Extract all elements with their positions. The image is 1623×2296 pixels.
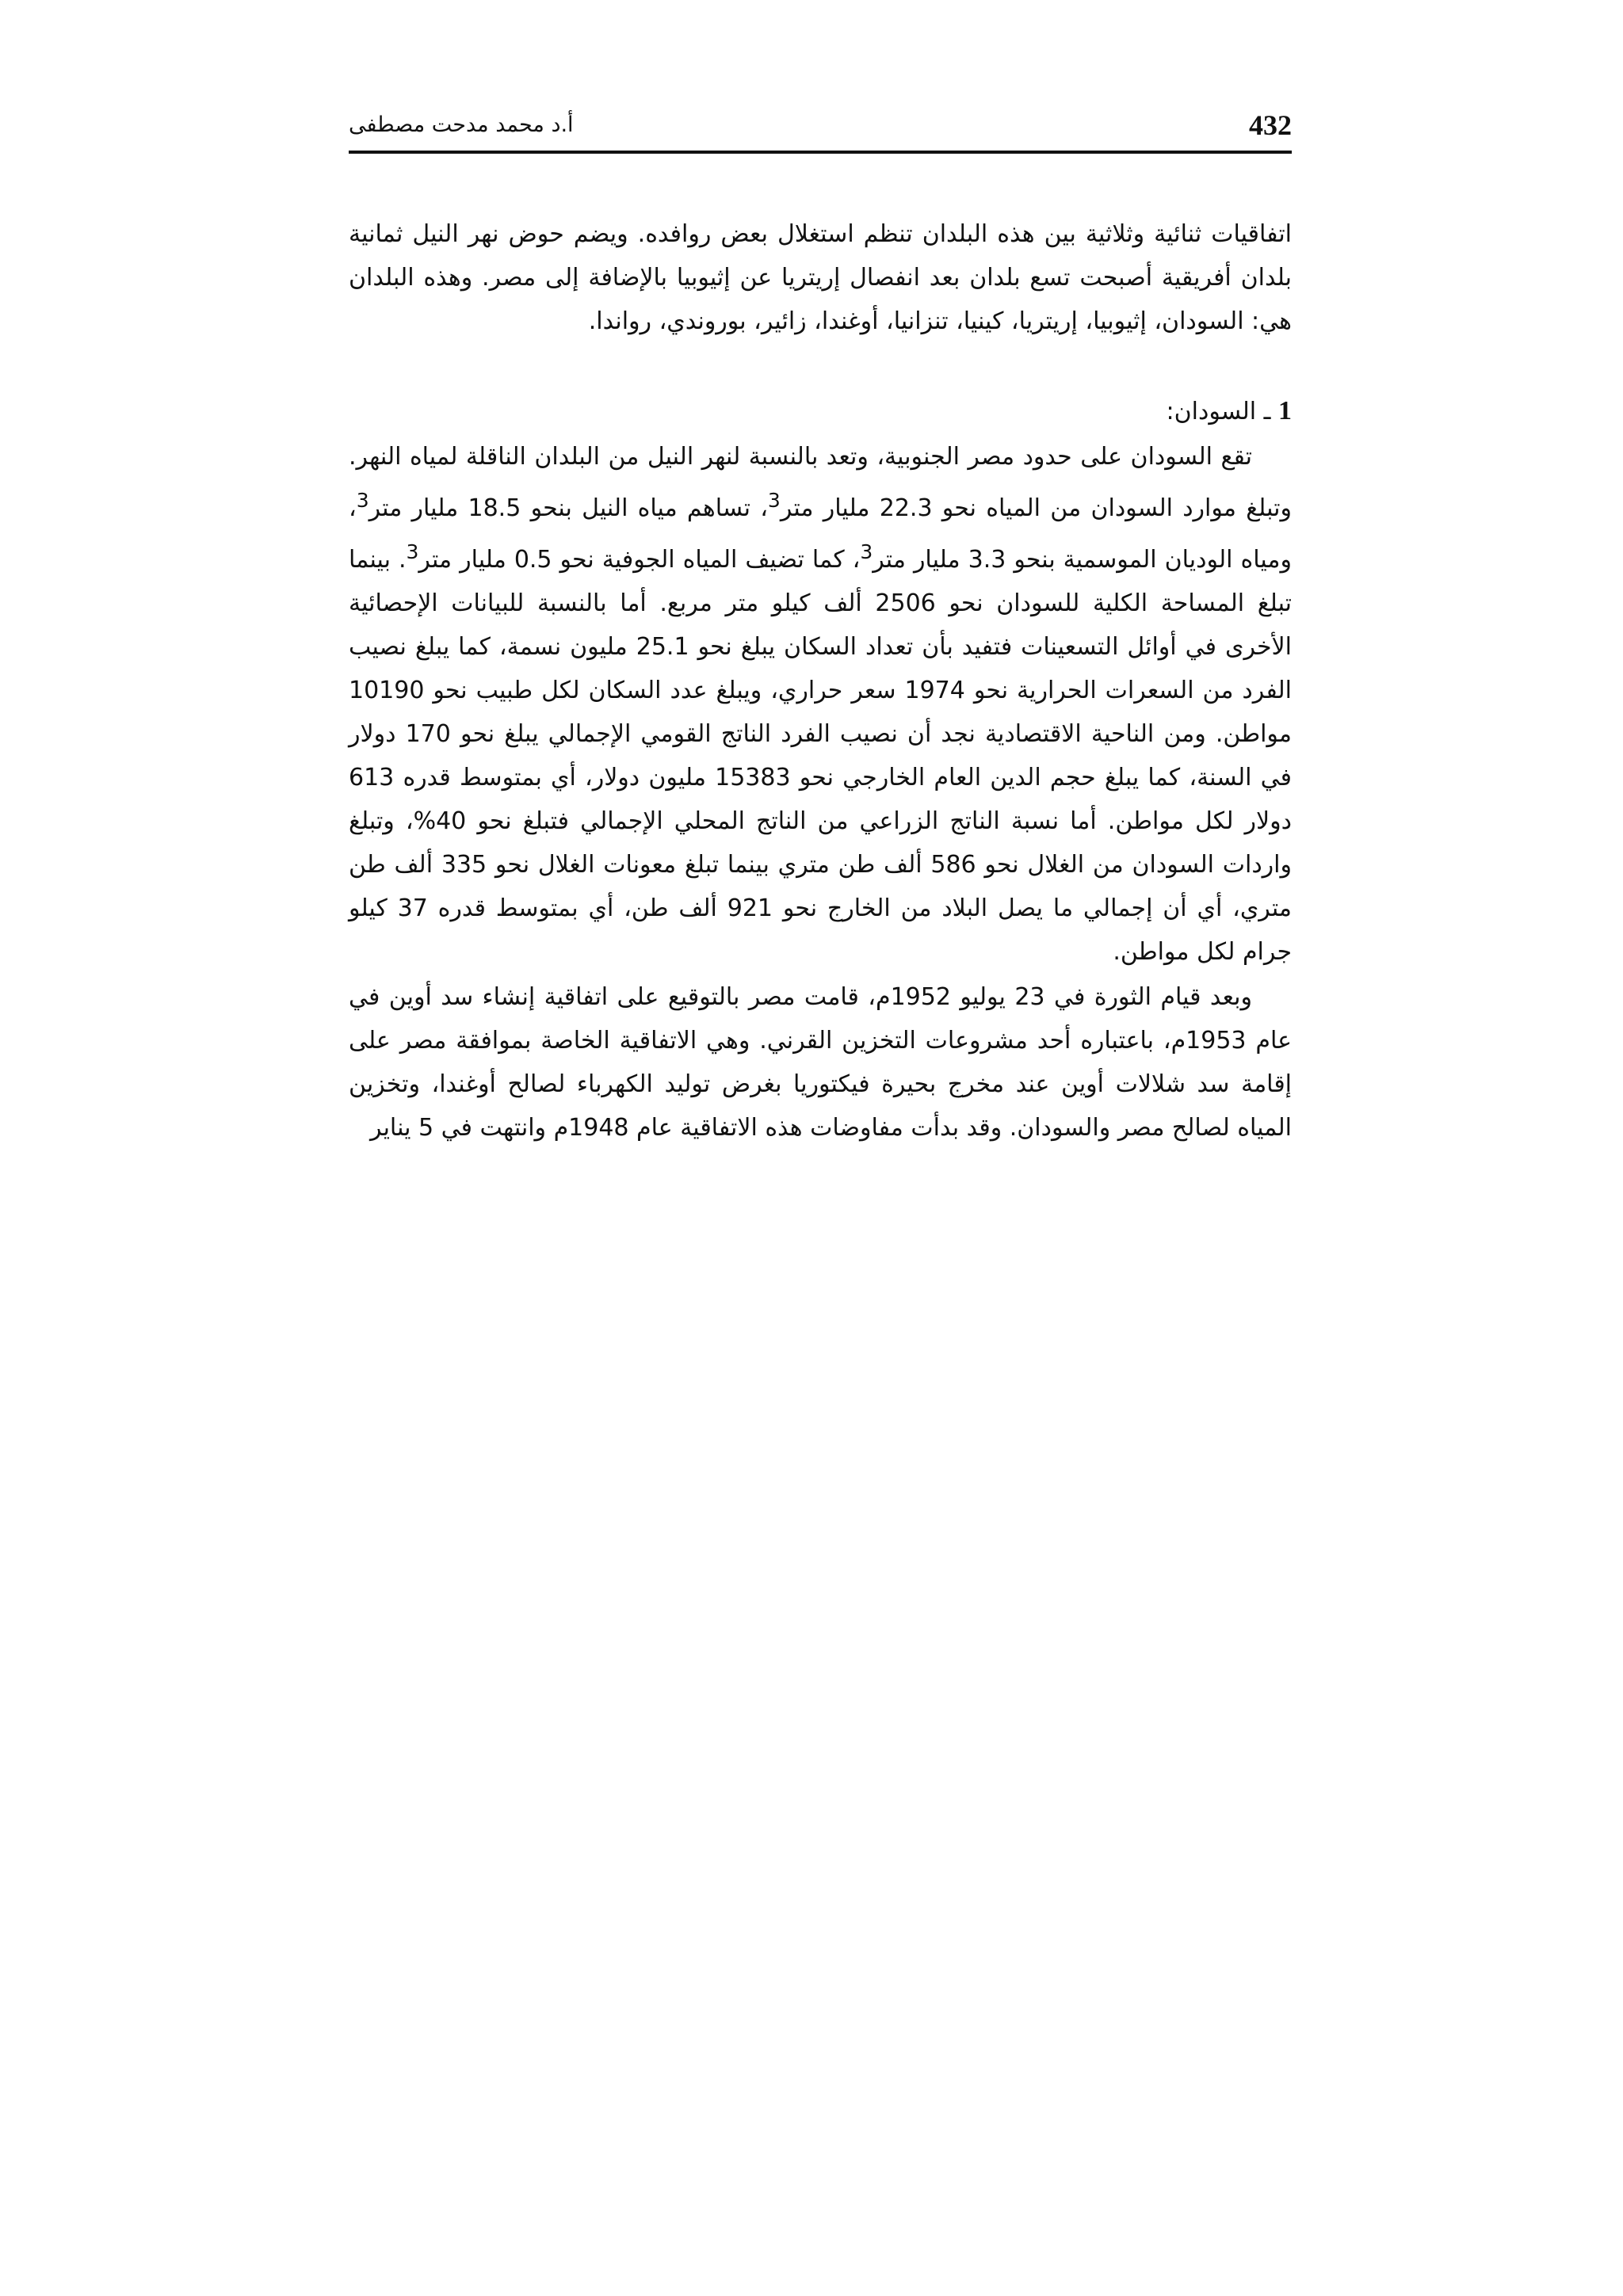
section-title: السودان: <box>1166 398 1257 425</box>
paragraph-sudan-statistics <box>349 435 1292 974</box>
header-rule <box>349 151 1292 154</box>
paragraph-text-part: ، ومياه الوديان الموسمية بنحو 3.3 مليار متر <box>349 494 1292 574</box>
section-heading <box>349 389 1292 433</box>
paragraph-text-part: ، تساهم مياه النيل بنحو 18.5 مليار متر <box>369 494 768 522</box>
paragraph-text-part: تقع السودان على حدود مصر الجنوبية، وتعد بالنسبة لنهر النيل من البلدان الناقلة لمياه النهر. وتبلغ موارد السودان من المياه نحو 22.3 مليار متر <box>349 443 1292 522</box>
cubic-superscript: 3 <box>767 489 781 512</box>
paragraph-text-part: . بينما تبلغ المساحة الكلية للسودان نحو 2506 ألف كيلو متر مربع. أما بالنسبة للبيانات الإحصائية الأخرى في أوائل التسعينات فتفيد بأن تعداد السكان يبلغ نحو 25.1 مليون نسمة، كما يبلغ نصيب الفرد من السعرات الحرارية نحو 1974 سعر حراري، ويبلغ عدد السكان لكل طبيب نحو 10190 مواطن. ومن الناحية الاقتصادية نجد أن نصيب الفرد الناتج القومي الإجمالي يبلغ نحو 170 دولار في السنة، كما يبلغ حجم الدين العام الخارجي نحو 15383 مليون دولار، أي بمتوسط قدره 613 دولار لكل مواطن. أما نسبة الناتج الزراعي من الناتج المحلي الإجمالي فتبلغ نحو 40%، وتبلغ واردات السودان من الغلال نحو 586 ألف طن متري بينما تبلغ معونات الغلال نحو 335 ألف طن متري، أي أن إجمالي ما يصل البلاد من الخارج نحو 921 ألف طن، أي بمتوسط قدره 37 كيلو جرام لكل مواطن. <box>349 546 1293 966</box>
page-header <box>349 101 1292 149</box>
section-number: 1 <box>1278 396 1292 425</box>
cubic-superscript: 3 <box>860 540 873 563</box>
paragraph-owen-dam: وبعد قيام الثورة في 23 يوليو 1952م، قامت مصر بالتوقيع على اتفاقية إنشاء سد أوين في عام 1953م، باعتباره أحد مشروعات التخزين القرني. وهي الاتفاقية الخاصة بموافقة مصر على إقامة سد شلالات أوين عند مخرج بحيرة فيكتوريا بغرض توليد الكهرباء لصالح أوغندا، وتخزين المياه لصالح مصر والسودان. وقد بدأت مفاوضات هذه الاتفاقية عام 1948م وانتهت في 5 يناير <box>349 983 1292 1142</box>
running-head: أ.د محمد مدحت مصطفى <box>349 113 574 137</box>
body-text <box>349 212 1292 1150</box>
page-number: 432 <box>1249 109 1292 141</box>
cubic-superscript: 3 <box>406 540 419 563</box>
cubic-superscript: 3 <box>356 489 369 512</box>
intro-paragraph: اتفاقيات ثنائية وثلاثية بين هذه البلدان تنظم استغلال بعض روافده. ويضم حوض نهر النيل ثمانية بلدان أفريقية أصبحت تسع بلدان بعد انفصال إريتريا عن إثيوبيا بالإضافة إلى مصر. وهذه البلدان هي: السودان، إثيوبيا، إريتريا، كينيا، تنزانيا، أوغندا، زائير، بوروندي، رواندا. <box>349 220 1292 335</box>
paragraph-text-part: ، كما تضيف المياه الجوفية نحو 0.5 مليار متر <box>418 546 861 574</box>
section-separator: ـ <box>1256 398 1278 425</box>
